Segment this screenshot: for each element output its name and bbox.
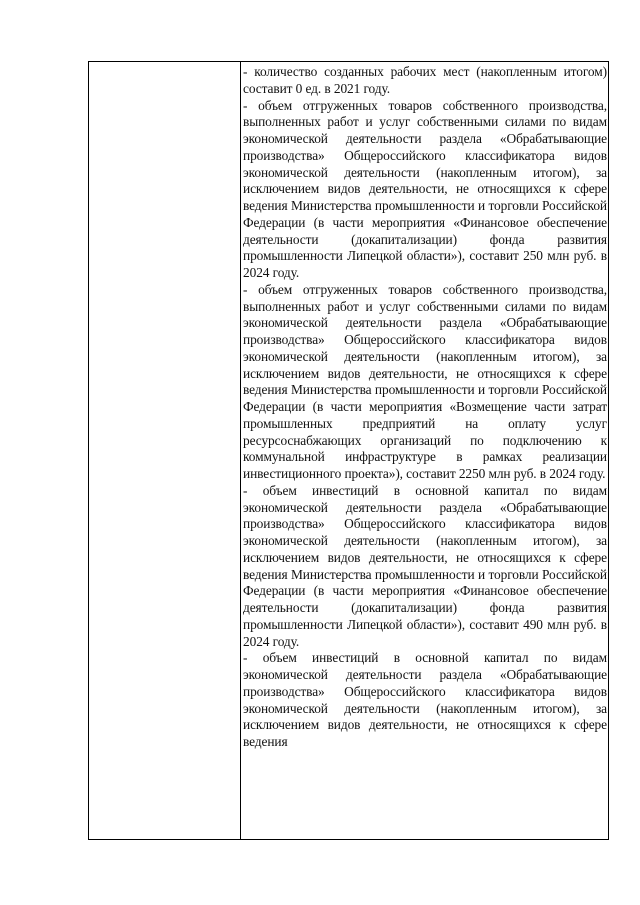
paragraph-investment-continued: - объем инвестиций в основной капитал по видам экономической деятельности раздела «Обрабатывающие производства» Общероссийского классификатора видов экономической деятельности (накопленным итогом), за исключением видов деятельности, не относящихся к сфере ведения — [243, 650, 607, 749]
right-cell — [243, 64, 607, 838]
paragraph-jobs-created: - количество созданных рабочих мест (накопленным итогом) составит 0 ед. в 2021 году. — [243, 64, 607, 96]
left-cell — [89, 62, 240, 839]
paragraph-investment-fund: - объем инвестиций в основной капитал по видам экономической деятельности раздела «Обрабатывающие производства» Общероссийского классификатора видов экономической деятельности (накопленным итогом), за исключением видов деятельности, не относящихся к сфере ведения Министерства промышленности и торговли Российской Федерации (в части мероприятия «Финансовое обеспечение деятельности (докапитализации) фонда развития промышленности Липецкой области»), составит 490 млн руб. в 2024 году. — [243, 482, 607, 649]
program-table — [88, 61, 609, 840]
paragraph-shipped-goods-compensation: - объем отгруженных товаров собственного производства, выполненных работ и услуг собственными силами по видам экономической деятельности раздела «Обрабатывающие производства» Общероссийского классификатора видов экономической деятельности (накопленным итогом), за исключением видов деятельности, не относящихся к сфере ведения Министерства промышленности и торговли Российской Федерации (в части мероприятия «Возмещение части затрат промышленных предприятий на оплату услуг ресурсоснабжающих организаций по подключению к коммунальной инфраструктуре в рамках реализации инвестиционного проекта»), составит 2250 млн руб. в 2024 году. — [243, 281, 607, 481]
paragraph-shipped-goods-fund: - объем отгруженных товаров собственного производства, выполненных работ и услуг собственными силами по видам экономической деятельности раздела «Обрабатывающие производства» Общероссийского классификатора видов экономической деятельности (накопленным итогом), за исключением видов деятельности, не относящихся к сфере ведения Министерства промышленности и торговли Российской Федерации (в части мероприятия «Финансовое обеспечение деятельности (докапитализации) фонда развития промышленности Липецкой области»), составит 250 млн руб. в 2024 году. — [243, 97, 607, 280]
column-divider — [240, 62, 241, 839]
